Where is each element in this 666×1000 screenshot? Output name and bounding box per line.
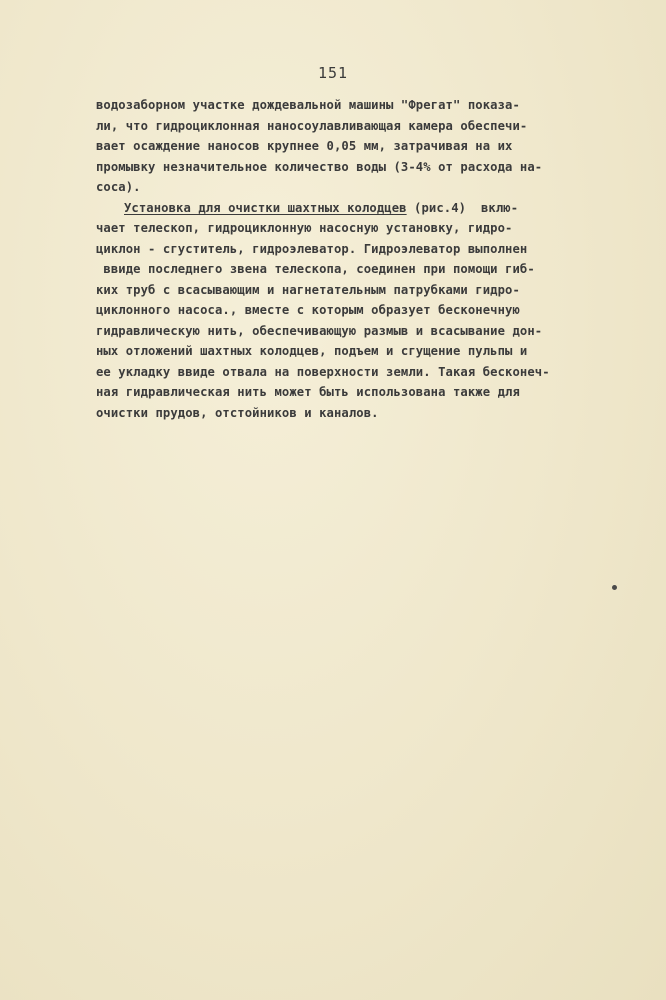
text-line: соса). xyxy=(96,180,141,194)
text-line: ная гидравлическая нить может быть использована также для xyxy=(96,385,520,399)
page-number: 151 xyxy=(317,64,349,82)
text-line: ее укладку ввиде отвала на поверхности земли. Такая бесконеч- xyxy=(96,364,550,379)
text-line: гидравлическую нить, обеспечивающую размыв и всасывание дон- xyxy=(96,323,543,338)
text-line: вает осаждение наносов крупнее 0,05 мм, затрачивая на их xyxy=(96,139,513,153)
section-heading: Установка для очистки шахтных колодцев xyxy=(124,200,407,215)
text-line: циклон - сгуститель, гидроэлеватор. Гидроэлеватор выполнен xyxy=(96,241,528,256)
ink-speck xyxy=(612,585,617,590)
text-line: ли, что гидроциклонная наносоулавливающая камера обеспечи- xyxy=(96,118,528,133)
heading-continuation: (рис.4) вклю- xyxy=(406,200,519,215)
body-text xyxy=(96,95,616,423)
text-line: циклонного насоса., вместе с которым образует бесконечную xyxy=(96,303,520,317)
text-line: ных отложений шахтных колодцев, подъем и сгущение пульпы и xyxy=(96,344,528,358)
text-line: очистки прудов, отстойников и каналов. xyxy=(96,405,379,420)
paragraph-heading-line xyxy=(96,198,616,219)
text-line: ввиде последнего звена телескопа, соединен при помощи гиб- xyxy=(96,262,535,276)
text-line: ких труб с всасывающим и нагнетательным патрубками гидро- xyxy=(96,282,520,297)
text-line: водозаборном участке дождевальной машины "Фрегат" показа- xyxy=(96,98,520,112)
text-line: чает телескоп, гидроциклонную насосную установку, гидро- xyxy=(96,221,513,235)
text-line: промывку незначительное количество воды (3-4% от расхода на- xyxy=(96,159,543,174)
